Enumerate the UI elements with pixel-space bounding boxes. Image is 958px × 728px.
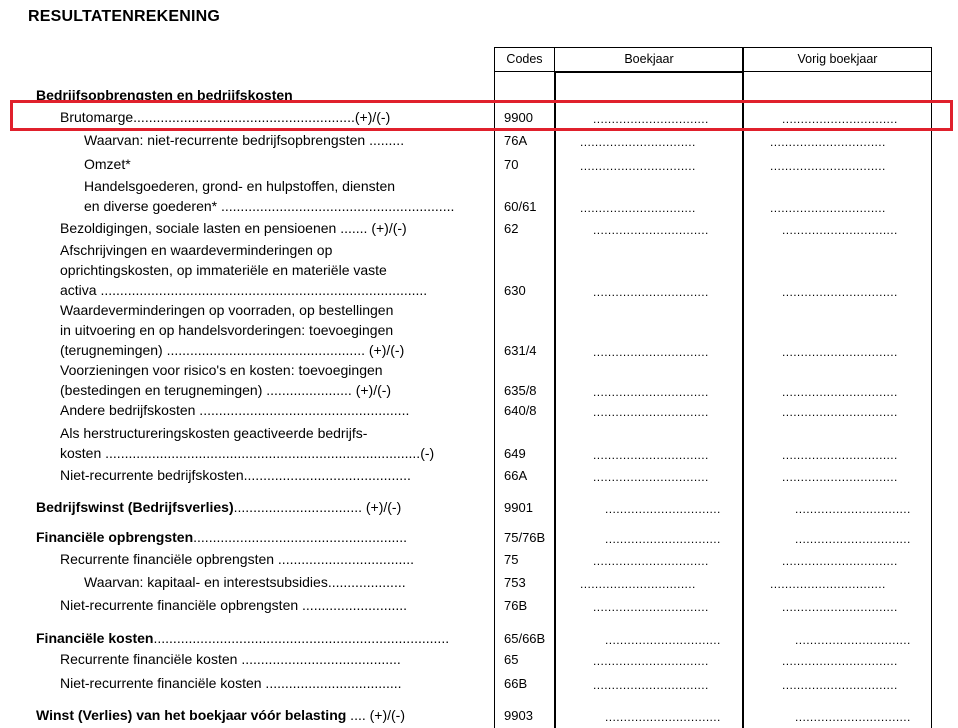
column-header-vorig-boekjaar: Vorig boekjaar [797,52,878,66]
boekjaar-value-field[interactable]: ............................... [580,201,696,215]
row-code: 9901 [504,500,533,515]
vorig-boekjaar-value-field[interactable]: ............................... [782,345,898,359]
grid-line [554,71,744,73]
row-label [36,497,401,517]
vorig-boekjaar-value-field[interactable]: ............................... [782,470,898,484]
vorig-boekjaar-value-field[interactable]: ............................... [795,710,911,724]
row-label: Recurrente financiële kosten ......................................... [60,651,401,667]
row-label: kosten .................................................................................(-) [60,445,435,461]
row-label: Waarvan: niet-recurrente bedrijfsopbrengsten ......... [84,132,405,148]
row-label: Niet-recurrente financiële opbrengsten ........................... [60,597,408,613]
boekjaar-value-field[interactable]: ............................... [593,654,709,668]
row-code: 753 [504,575,526,590]
boekjaar-value-field[interactable]: ............................... [593,405,709,419]
row-code: 649 [504,446,526,461]
vorig-boekjaar-value-field[interactable]: ............................... [782,112,898,126]
row-code: 66A [504,468,528,483]
vorig-boekjaar-value-field[interactable]: ............................... [782,654,898,668]
boekjaar-value-field[interactable]: ............................... [580,159,696,173]
highlight-box [10,100,953,131]
row-code: 62 [504,221,519,236]
row-label-leader: ....................................................... [193,529,408,545]
grid-line [554,71,556,728]
grid-line [494,47,495,728]
vorig-boekjaar-value-field[interactable]: ............................... [782,405,898,419]
boekjaar-value-field[interactable]: ............................... [593,470,709,484]
row-label-bold: Winst (Verlies) van het boekjaar vóór belasting [36,707,347,723]
boekjaar-value-field[interactable]: ............................... [593,385,709,399]
row-code: 65/66B [504,631,546,646]
row-label: Voorzieningen voor risico's en kosten: toevoegingen [60,362,383,378]
vorig-boekjaar-value-field[interactable]: ............................... [770,135,886,149]
boekjaar-value-field[interactable]: ............................... [605,532,721,546]
row-label: Afschrijvingen en waardeverminderingen op [60,242,333,258]
row-code: 60/61 [504,199,537,214]
row-code: 640/8 [504,403,537,418]
boekjaar-value-field[interactable]: ............................... [593,678,709,692]
boekjaar-value-field[interactable]: ............................... [605,633,721,647]
vorig-boekjaar-value-field[interactable]: ............................... [795,532,911,546]
boekjaar-value-field[interactable]: ............................... [593,554,709,568]
boekjaar-value-field[interactable]: ............................... [593,112,709,126]
vorig-boekjaar-value-field[interactable]: ............................... [782,285,898,299]
row-code: 9900 [504,110,533,125]
boekjaar-value-field[interactable]: ............................... [605,710,721,724]
row-code: 66B [504,676,528,691]
column-header-codes: Codes [506,52,543,66]
row-label: Als herstructureringskosten geactiveerde bedrijfs- [60,425,368,441]
row-code: 635/8 [504,383,537,398]
row-label: Bezoldigingen, sociale lasten en pensioenen ....... (+)/(-) [60,220,407,236]
vorig-boekjaar-value-field[interactable]: ............................... [782,223,898,237]
boekjaar-value-field[interactable]: ............................... [593,223,709,237]
grid-line [494,47,932,48]
vorig-boekjaar-value-field[interactable]: ............................... [782,554,898,568]
row-label: Recurrente financiële opbrengsten ................................... [60,551,415,567]
row-code: 9903 [504,708,533,723]
row-code: 65 [504,652,519,667]
row-label [36,527,407,547]
row-code: 75 [504,552,519,567]
row-label: Handelsgoederen, grond- en hulpstoffen, diensten [84,178,396,194]
row-label: Niet-recurrente financiële kosten ................................... [60,675,402,691]
row-code: 76B [504,598,528,613]
row-label [36,705,405,725]
vorig-boekjaar-value-field[interactable]: ............................... [782,448,898,462]
column-header-boekjaar: Boekjaar [624,52,674,66]
page-title: RESULTATENREKENING [28,8,221,25]
row-label-bold: Bedrijfswinst (Bedrijfsverlies) [36,499,234,515]
row-label-bold: Financiële kosten [36,630,154,646]
row-code: 630 [504,283,526,298]
row-label: activa .................................................................................... [60,282,428,298]
vorig-boekjaar-value-field[interactable]: ............................... [770,159,886,173]
vorig-boekjaar-value-field[interactable]: ............................... [782,385,898,399]
grid-line [554,47,555,71]
row-label-leader: ................................. (+)/(-) [233,499,402,515]
row-code: 70 [504,157,519,172]
row-label: en diverse goederen* ............................................................ [84,198,455,214]
vorig-boekjaar-value-field[interactable]: ............................... [770,201,886,215]
vorig-boekjaar-value-field[interactable]: ............................... [770,577,886,591]
row-label [36,628,449,648]
boekjaar-value-field[interactable]: ............................... [593,600,709,614]
boekjaar-value-field[interactable]: ............................... [605,502,721,516]
vorig-boekjaar-value-field[interactable]: ............................... [782,678,898,692]
row-label: oprichtingskosten, op immateriële en materiële vaste [60,262,387,278]
boekjaar-value-field[interactable]: ............................... [580,135,696,149]
boekjaar-value-field[interactable]: ............................... [593,448,709,462]
row-label: Waardeverminderingen op voorraden, op bestellingen [60,302,394,318]
row-label: (bestedingen en terugnemingen) ...................... (+)/(-) [60,382,392,398]
row-label: Bedrijfsopbrengsten en bedrijfskosten [36,87,293,103]
row-label: Omzet* [84,156,131,172]
vorig-boekjaar-value-field[interactable]: ............................... [795,633,911,647]
row-code: 76A [504,133,528,148]
row-code: 75/76B [504,530,546,545]
boekjaar-value-field[interactable]: ............................... [593,345,709,359]
row-label: Brutomarge.........................................................(+)/(-) [60,109,391,125]
grid-line [931,47,932,728]
row-label: in uitvoering en op handelsvorderingen: toevoegingen [60,322,394,338]
row-label: Waarvan: kapitaal- en interestsubsidies.................... [84,574,406,590]
grid-line [742,47,744,728]
row-label: Niet-recurrente bedrijfskosten........................................... [60,467,411,483]
row-label: (terugnemingen) ................................................... (+)/(-) [60,342,405,358]
boekjaar-value-field[interactable]: ............................... [593,285,709,299]
vorig-boekjaar-value-field[interactable]: ............................... [782,600,898,614]
row-label-leader: ............................................................................ [153,630,450,646]
vorig-boekjaar-value-field[interactable]: ............................... [795,502,911,516]
row-label-leader: .... (+)/(-) [346,707,406,723]
boekjaar-value-field[interactable]: ............................... [580,577,696,591]
row-code: 631/4 [504,343,537,358]
row-label: Andere bedrijfskosten ...................................................... [60,402,410,418]
row-label-bold: Financiële opbrengsten [36,529,194,545]
